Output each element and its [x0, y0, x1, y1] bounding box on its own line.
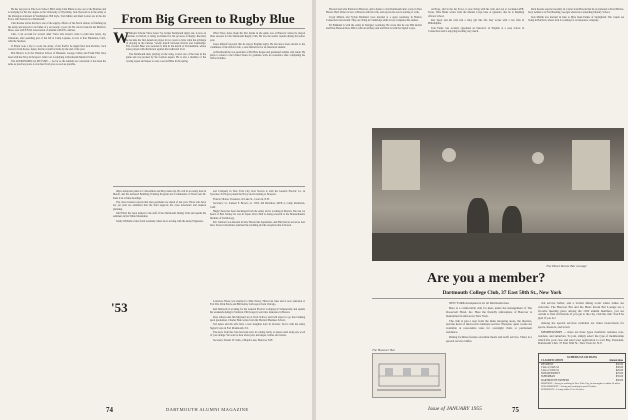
paragraph: If Elliott took a trip to Gold, the Army of the Pacific he might find Jack Prentice. Jack wrote in from Korea, Japan, that he would be home by the end of the year.	[8, 44, 106, 51]
paragraph: The club is just a step from the main shopping areas, the theaters, and the heart of mid-town's business section. Pleasant, quiet rooms are available at reasonable rates for overnight visits or permanent residence.	[446, 318, 532, 334]
paragraph: Jones himself reported that he enjoys English rugby. He has since been elected to the committee of the Oxford club, a rare distinction for an American student.	[210, 43, 305, 50]
photo-window	[382, 140, 420, 190]
paragraph: Chet, I can account for several other '53ers who haven't come to print here lately. Jay Johnstone, after spending part of the fall at Camp Lejeune, is now at Port Hueneme, Calif., with the Seabees.	[8, 33, 106, 44]
paragraph: Jack Mullin was married in June to Miss Janet Parker of Springfield. The couple are living in Hartford, where Jack is working for an insurance company.	[528, 15, 624, 23]
paragraph: MEMBERSHIPS — there are three types available: resident, non-resident, and suburban. To join, simply select the type of membership which fits your case and send your application to Carl Bay, President, Dartmouth Club, 37 East 50th St., New York 22, N.Y.	[538, 329, 624, 346]
ad-body-column-2	[538, 302, 624, 350]
schedule-classification: Class of 1950-54	[541, 369, 559, 373]
paragraph: The Dartmouth man, playing on the wing, scored one of the tries in the game and was praised by the London papers. He is also a member of the rowing squad and hopes to earn a second Blue in the spring.	[126, 52, 206, 63]
article-headline: From Big Green to Rugby Blue	[121, 11, 295, 26]
class-notes-column-2	[113, 190, 206, 400]
schedule-dues: $50.00	[615, 363, 623, 367]
paragraph: and Company in New York City. Don Norton is with the General Electric Co. in Syracuse. Ed Noyes joined the Navy and is training at Newport.	[210, 190, 305, 197]
paragraph: Ed Pinkham is with the Army in Stuttgart, Germany. He wrote that he saw Bill Abbott and Dick Hanson there. Bill is with an artillery unit and Dick is with the Signal Corps.	[326, 23, 422, 30]
paragraph: Bob Barlow is in the Wharton School of Business. George Cullen and Frank Ellis have been with the Navy in Newport. John Carr is studying at Dartmouth Medical School.	[8, 52, 106, 59]
paragraph: Secretary: Lt. Samuel F. Brown, Lt. USN, 6th Battalion, MCB 4, Camp Pendleton, Calif.	[210, 202, 305, 209]
paragraph: He has last year at Yale Law School. Bill's sister John Elkins is also out of the Marines and is studying for his law degree at the University of Wyoming. Jack Newsom is in the Army at the Pentagon stationed in Washington. Bill Kyle, Tom Miller and Reid Lorton are in the Air Force. Jim Stewart is at Dartmouth.	[8, 8, 106, 21]
page-number: 74	[106, 406, 113, 414]
paragraph: Chet Roarke writes that he is one of the supply officers of the Naval station, is finishing up the Army and expects to be father of a son nearly a year old. He can be found in the Bedford, Mass. area with F.N.M. Association of Alumni with P.N. address.	[8, 22, 106, 32]
schedule-note: SUBURBAN—Living within 25 to 50 miles.	[541, 387, 585, 391]
ad-rule	[372, 298, 624, 299]
magazine-name: DARTMOUTH ALUMNI MAGAZINE	[166, 407, 249, 412]
article-end-rule	[113, 186, 305, 187]
schedule-classification: Class of 1945-54	[541, 366, 559, 370]
schedule-notes	[539, 382, 625, 391]
paragraph: Among the special services available are ticket reservations for sports, theaters, and travel.	[538, 321, 624, 329]
headline-rule	[113, 28, 305, 29]
ad-address: Dartmouth College Club, 37 East 50th St., New York	[442, 290, 562, 296]
left-page	[0, 0, 312, 420]
paragraph: Lloyd Minton and Sylvia Bernhard were married at a quiet ceremony in Bristol, Connecticut last month. They are living in Cambridge while Lloyd completes his studies.	[326, 15, 422, 23]
schedule-header-classification: CLASSIFICATION	[541, 359, 564, 362]
paragraph: What Vince Jones made his first marks in the game was at Hanover where he played three seasons for the Dartmouth Rugby Club. He was the team's captain during his senior year.	[210, 32, 305, 42]
class-year-logo: '53	[111, 300, 128, 315]
photo-lamp	[442, 148, 456, 162]
article-column-1	[113, 32, 206, 182]
paragraph: NEW YORK headquarters for all Dartmouth men.	[449, 302, 510, 305]
drop-cap: W	[113, 32, 129, 47]
paragraph: The ASTRONOMICAL PICTURE — As far as the Alumni are concerned, it has been the same as previous years. Let us hear from you as soon as possible.	[8, 60, 106, 67]
paragraph: Lawrence Friess was married to Miss Nancy Tilton last June and is now stationed at Fort Dix. Dick Ferris and Bill Kelley both report from Chicago.	[210, 300, 305, 307]
paragraph: Francis Thorne, Treasurer, 16 Lake St., Concord, N.H.	[213, 197, 270, 201]
paragraph: Eric Sanborn was married in New Haven this September, and Phil Norton served as best man. Several classmates attended the wedding and the reception that followed.	[210, 221, 305, 228]
photo-floor	[372, 233, 624, 261]
hanover-bar-sketch	[372, 353, 446, 398]
paragraph: ships' enterprise plans for a December and May mark trip. He will be an Army man in March, and the Armored Bombing Training Program and Commander of Naval Gen Dr. Kent is in at May meetings.	[113, 190, 206, 200]
schedule-classification: SUBURBAN	[541, 375, 556, 379]
schedule-note: NON-RESIDENT—Living and working beyond 50 miles.	[541, 384, 597, 388]
paragraph: Hugh Chase has been discharged from the Army and is working in Boston. The last we heard of Bob Tenney he was in Japan. Dave Hall is doing research at the Massachusetts Institute of Technology.	[210, 210, 305, 220]
paragraph: At Dartmouth he was president of Phi Beta Kappa and graduated summa cum laude. He plans to return to the United States for graduate work in economics after completing his Oxford studies.	[210, 50, 305, 61]
paragraph: Ray Spear and his wife had a baby girl this fall. Ray works with a law firm in Philadelphia.	[428, 19, 524, 26]
class-notes-column-3	[210, 190, 305, 290]
paragraph: Dick Kearns reported recently in a letter from Hawaii that he is stationed at Pearl Harbor. Jerry Adams is at Fort Benning, Georgia where he is attending Infantry School.	[528, 8, 624, 15]
lounge-photo	[372, 128, 624, 261]
schedule-dues: $35.00	[615, 375, 623, 379]
paragraph: The news from the class has been slow in coming lately, so please send along any word of your doings. We want to hear about jobs, marriages, babies and travels.	[210, 331, 305, 338]
paragraph: Ross Gibson and Jim Maynard are at Tuck School, and both expect to go into banking upon graduation. Charles Hale writes from the Harvard Business School.	[210, 315, 305, 322]
class-notes-column-right	[528, 8, 624, 123]
schedule-note: RESIDENT—living or working in New York City, its boroughs or within 50 miles.	[541, 381, 621, 385]
dues-schedule	[538, 353, 626, 409]
photo-lamp	[532, 152, 544, 164]
paragraph: Sandy Williams writes from Germany where he is serving with the Army Engineers.	[116, 219, 204, 223]
schedule-header-dues: Annual dues	[609, 359, 623, 362]
schedule-dues: $25.00	[615, 372, 623, 376]
class-notes-column-1	[8, 8, 106, 400]
paragraph: Here is a comfortable club for men, under the management of The Roosevelt Hotel, Inc. Here the friendly atmosphere of Hanover is maintained in mid-town New York.	[446, 305, 532, 318]
paragraph: Ted Ames and his wife have a new daughter born in October. Ted is with the Army Signal Corps in Fort Monmouth, N.J.	[210, 323, 305, 330]
schedule-title: SCHEDULE OF DUES	[566, 355, 598, 359]
paragraph: The class treasurer reports that dues payments are ahead of last year. Those who have not yet paid are reminded that the fund supports the class newsletter and reunion planning.	[113, 201, 206, 211]
photo-window	[572, 140, 610, 190]
schedule-classification: RESIDENT	[541, 363, 554, 367]
schedule-classification: NON-RESIDENT	[541, 372, 561, 376]
paragraph: Secretary: Robert W. Stark, 4 Maple Lane, Hanover, N.H.	[213, 338, 273, 342]
ad-body-column-1	[446, 302, 532, 407]
right-page	[316, 0, 628, 420]
ad-headline: Are you a member?	[427, 271, 546, 286]
paragraph: cial service buffet, and a formal dining room where ladies are welcome. The Hanover Bar and the Heart Room Bar Lounge are a favorite meeting place among the 1500 alumni members, you are certain to find old friends. If you get to the city, visit the club. You'll be glad if you do!	[538, 302, 624, 321]
schedule-rows	[539, 363, 625, 382]
paragraph: Jim Elliott has been named to the staff of the Dartmouth Outing Club and spends his summers in the White Mountains.	[113, 212, 206, 219]
paragraph: Tom Fuller was recently appointed an instructor in English at a prep school in Connecticut and is enjoying teaching very much.	[428, 26, 524, 34]
class-notes-column-4	[210, 300, 305, 400]
class-notes-column-middle	[428, 8, 524, 123]
article-column-2	[210, 32, 305, 182]
paragraph: Howard and wife Patricia in Hanover, and is home to visit Dartmouth after a stay in New Haven. Herb Weber is now at Boston with his wife, and reports his son is starting to walk.	[326, 8, 422, 15]
schedule-dues: $30.00	[615, 366, 623, 370]
paragraph: Dining facilities feature excellent meals and swift service. There is a special service buffet.	[446, 334, 532, 343]
schedule-dues: $20.00	[615, 369, 623, 373]
sketch-drawing	[373, 354, 445, 397]
page-number: 75	[512, 406, 519, 414]
schedule-dues: $50.00	[615, 378, 623, 382]
paragraph: Rhodes Scholar Vince Jones '54, former Dartmouth rugby star, is now an oarsman at Oxford, is being acclaimed for his prowess at Rugby. Recently he became the first American player in two years to have what the privilege of playing in the famous 'varsity match' between Oxford and Cambridge. The coveted Blue was awarded to him in the match at Twickenham, where Jones played with distinction against his traditional rival.	[126, 32, 206, 52]
paragraph: Al Hope, still in the Air Force, is now living with his wife and son at Lackland AFB, Texas. Dick Heinz writes from the Marine Corps base at Quantico that he is finishing officers' school.	[428, 8, 524, 18]
photo-caption: The Heart Room Bar Lounge	[546, 264, 587, 268]
article-column-1-text	[126, 32, 206, 63]
schedule-classification: DARTMOUTH FATHERS	[541, 378, 570, 382]
issue-date: Issue of JANUARY 1955	[428, 406, 482, 412]
sketch-caption: The Hanover Bar	[372, 348, 396, 352]
paragraph: Ken Manwell is working for the General Electric Company in Schenectady and spends his weekends skiing in Vermont. Phil Gregory went into insurance in Boston.	[210, 307, 305, 315]
